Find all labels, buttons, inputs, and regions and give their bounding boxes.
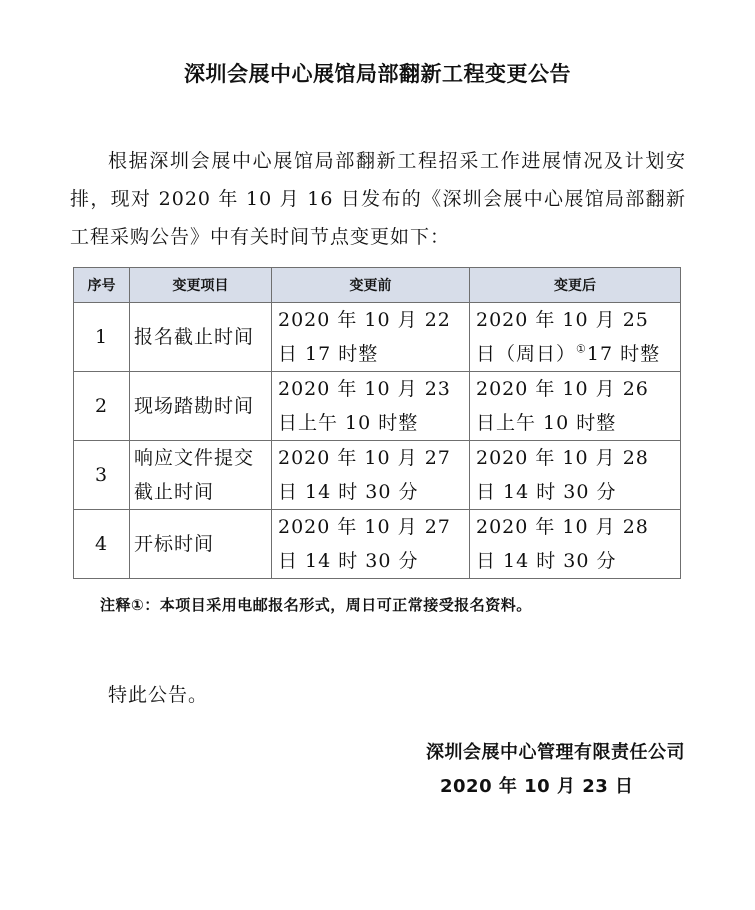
row-before: 2020 年 10 月 27 日 14 时 30 分 <box>272 441 470 510</box>
row-after-text: 2020 年 10 月 28 日 14 时 30 分 <box>476 516 649 572</box>
issuer-name: 深圳会展中心管理有限责任公司 <box>426 742 685 763</box>
header-item: 变更项目 <box>130 268 272 303</box>
row-after <box>470 441 681 510</box>
row-before: 2020 年 10 月 27 日 14 时 30 分 <box>272 510 470 579</box>
intro-paragraph: 根据深圳会展中心展馆局部翻新工程招采工作进展情况及计划安排，现对 2020 年 10 月 16 日发布的《深圳会展中心展馆局部翻新工程采购公告》中有关时间节点变更如下： <box>70 150 686 248</box>
header-after: 变更后 <box>470 268 681 303</box>
row-after <box>470 510 681 579</box>
table-row <box>74 510 681 579</box>
row-item: 响应文件提交截止时间 <box>130 441 272 510</box>
header-before: 变更前 <box>272 268 470 303</box>
row-after-text: 2020 年 10 月 28 日 14 时 30 分 <box>476 447 649 503</box>
row-item: 现场踏勘时间 <box>130 372 272 441</box>
row-after-text: 2020 年 10 月 25 日（周日） <box>476 309 649 365</box>
footnote: 注释①：本项目采用电邮报名形式，周日可正常接受报名资料。 <box>100 596 532 614</box>
row-num: 2 <box>74 372 130 441</box>
closing-text: 特此公告。 <box>108 684 209 706</box>
row-before: 2020 年 10 月 23 日上午 10 时整 <box>272 372 470 441</box>
row-after-text: 2020 年 10 月 26 日上午 10 时整 <box>476 378 649 434</box>
row-after <box>470 372 681 441</box>
notice-title: 深圳会展中心展馆局部翻新工程变更公告 <box>184 62 571 86</box>
header-num: 序号 <box>74 268 130 303</box>
row-item: 报名截止时间 <box>130 303 272 372</box>
row-num: 1 <box>74 303 130 372</box>
row-num: 3 <box>74 441 130 510</box>
issue-date: 2020 年 10 月 23 日 <box>440 776 634 797</box>
footnote-mark: ① <box>576 342 587 356</box>
table-row <box>74 441 681 510</box>
row-after <box>470 303 681 372</box>
row-after-text-suffix: 17 时整 <box>586 343 661 365</box>
row-item: 开标时间 <box>130 510 272 579</box>
table-row <box>74 372 681 441</box>
table-row <box>74 303 681 372</box>
row-before: 2020 年 10 月 22 日 17 时整 <box>272 303 470 372</box>
change-table <box>73 267 681 579</box>
row-num: 4 <box>74 510 130 579</box>
table-header-row <box>74 268 681 303</box>
